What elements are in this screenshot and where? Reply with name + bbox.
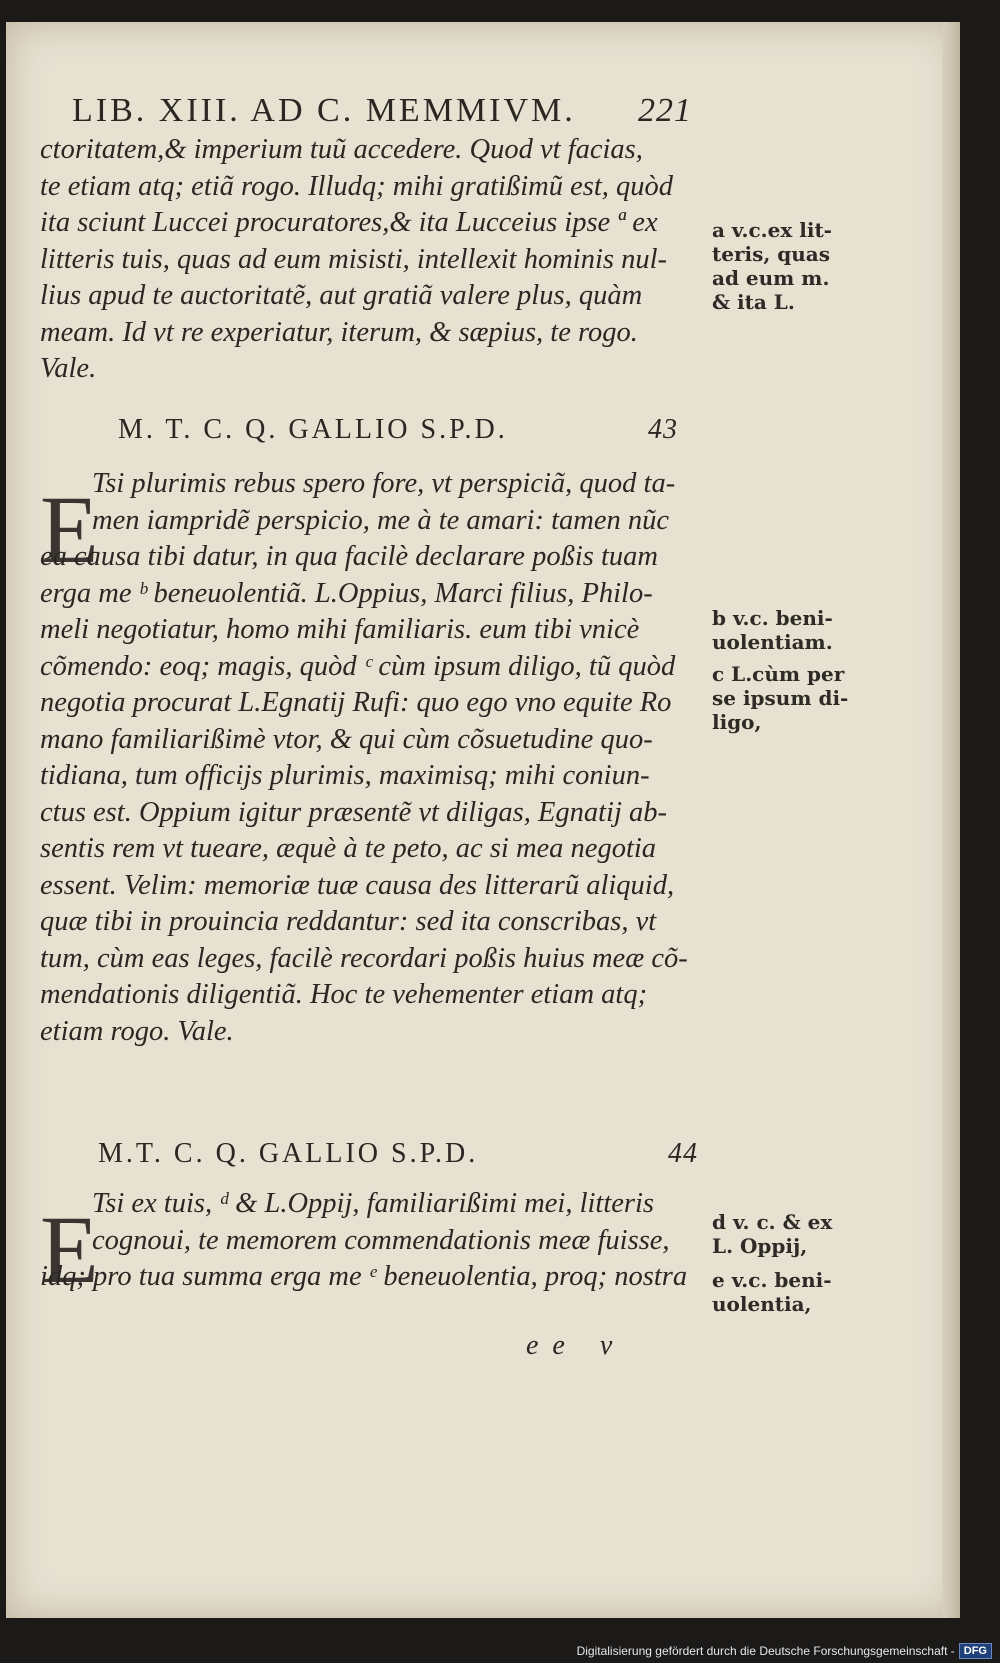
text-line: tum, cùm eas leges, facilè recordari poßis huius meæ cõ-	[40, 942, 688, 974]
text-line: etiam rogo. Vale.	[40, 1015, 234, 1047]
text-line: negotia procurat L.Egnatij Rufi: quo ego vno equite Ro	[40, 687, 672, 718]
book-page	[6, 22, 960, 1618]
text-line: sentis rem vt tueare, æquè à te peto, ac si mea negotia	[40, 833, 657, 864]
letter-title: M.T. C. Q. GALLIO S.P.D.	[98, 1138, 479, 1169]
text-line: lius apud te auctoritatẽ, aut gratiã valere plus, quàm	[40, 280, 643, 311]
drop-capital: E	[40, 1196, 99, 1303]
page-spine-shadow	[942, 22, 960, 1618]
letter-heading-44	[98, 1138, 698, 1170]
text-line: erga me ᵇ beneuolentiã. L.Oppius, Marci filius, Philo-	[40, 577, 653, 609]
text-line: meam. Id vt re experiatur, iterum, & sæpius, te rogo.	[40, 316, 638, 348]
text-line: Tsi plurimis rebus spero fore, vt perspiciã, quod ta-	[92, 468, 676, 499]
marginal-note-c: c L.cùm per se ipsum di- ligo,	[712, 662, 849, 734]
marginal-note-b: b v.c. beni- uolentiam.	[712, 606, 833, 654]
credit-text: Digitalisierung gefördert durch die Deutsche Forschungsgemeinschaft -	[576, 1644, 955, 1658]
letter-title: M. T. C. Q. GALLIO S.P.D.	[118, 414, 508, 445]
marginal-note-e: e v.c. beni- uolentia,	[712, 1268, 832, 1316]
running-title: LIB. XIII. AD C. MEMMIVM.	[72, 92, 576, 129]
text-line: Vale.	[40, 353, 97, 384]
text-line: te etiam atq; etiã rogo. Illudq; mihi gratißimũ est, quòd	[40, 170, 674, 202]
text-line: essent. Velim: memoriæ tuæ causa des litterarũ aliquid,	[40, 869, 675, 901]
text-line: ita sciunt Luccei procuratores,& ita Lucceius ipse ª ex	[40, 207, 658, 238]
marginal-note-a: a v.c.ex lit- teris, quas ad eum m. & ita L.	[712, 218, 832, 314]
text-line: mendationis diligentiã. Hoc te vehementer etiam atq;	[40, 979, 648, 1010]
text-line: idq; pro tua summa erga me ᵉ beneuolentia, proq; nostra	[40, 1261, 688, 1292]
letter-number: 44	[668, 1138, 698, 1169]
text-line: ea causa tibi datur, in qua facilè declarare poßis tuam	[40, 541, 658, 572]
text-line: men iampridẽ perspicio, me à te amari: tamen nũc	[92, 504, 670, 536]
running-header	[72, 92, 692, 130]
drop-capital: E	[40, 476, 99, 583]
marginal-note-d: d v. c. & ex L. Oppij,	[712, 1210, 833, 1258]
text-line: quæ tibi in prouincia reddantur: sed ita conscribas, vt	[40, 906, 657, 937]
text-line: cognoui, te memorem commendationis meæ fuisse,	[92, 1224, 670, 1256]
letter-heading-43	[118, 414, 678, 446]
text-line: ctus est. Oppium igitur præsentẽ vt diligas, Egnatij ab-	[40, 796, 667, 828]
text-line: Tsi ex tuis, ᵈ & L.Oppij, familiarißimi mei, litteris	[92, 1188, 654, 1219]
text-line: litteris tuis, quas ad eum misisti, intellexit hominis nul-	[40, 243, 667, 275]
catchword: ee v	[526, 1330, 627, 1361]
text-line: tidiana, tum officijs plurimis, maximisq; mihi coniun-	[40, 760, 650, 791]
text-line: meli negotiatur, homo mihi familiaris. eum tibi vnicè	[40, 614, 640, 645]
digitization-credit	[577, 1643, 992, 1659]
letter-continuation	[40, 132, 700, 388]
text-line: mano familiarißimè vtor, & qui cùm cõsuetudine quo-	[40, 723, 653, 755]
letter-body-44	[40, 1186, 700, 1303]
text-line: cõmendo: eoq; magis, quòd ᶜ cùm ipsum diligo, tũ quòd	[40, 650, 676, 682]
letter-number: 43	[648, 414, 678, 445]
text-line: ctoritatem,& imperium tuũ accedere. Quod vt facias,	[40, 134, 643, 165]
page-number: 221	[638, 92, 692, 129]
dfg-logo: DFG	[959, 1643, 992, 1659]
letter-body-43	[40, 466, 700, 1050]
